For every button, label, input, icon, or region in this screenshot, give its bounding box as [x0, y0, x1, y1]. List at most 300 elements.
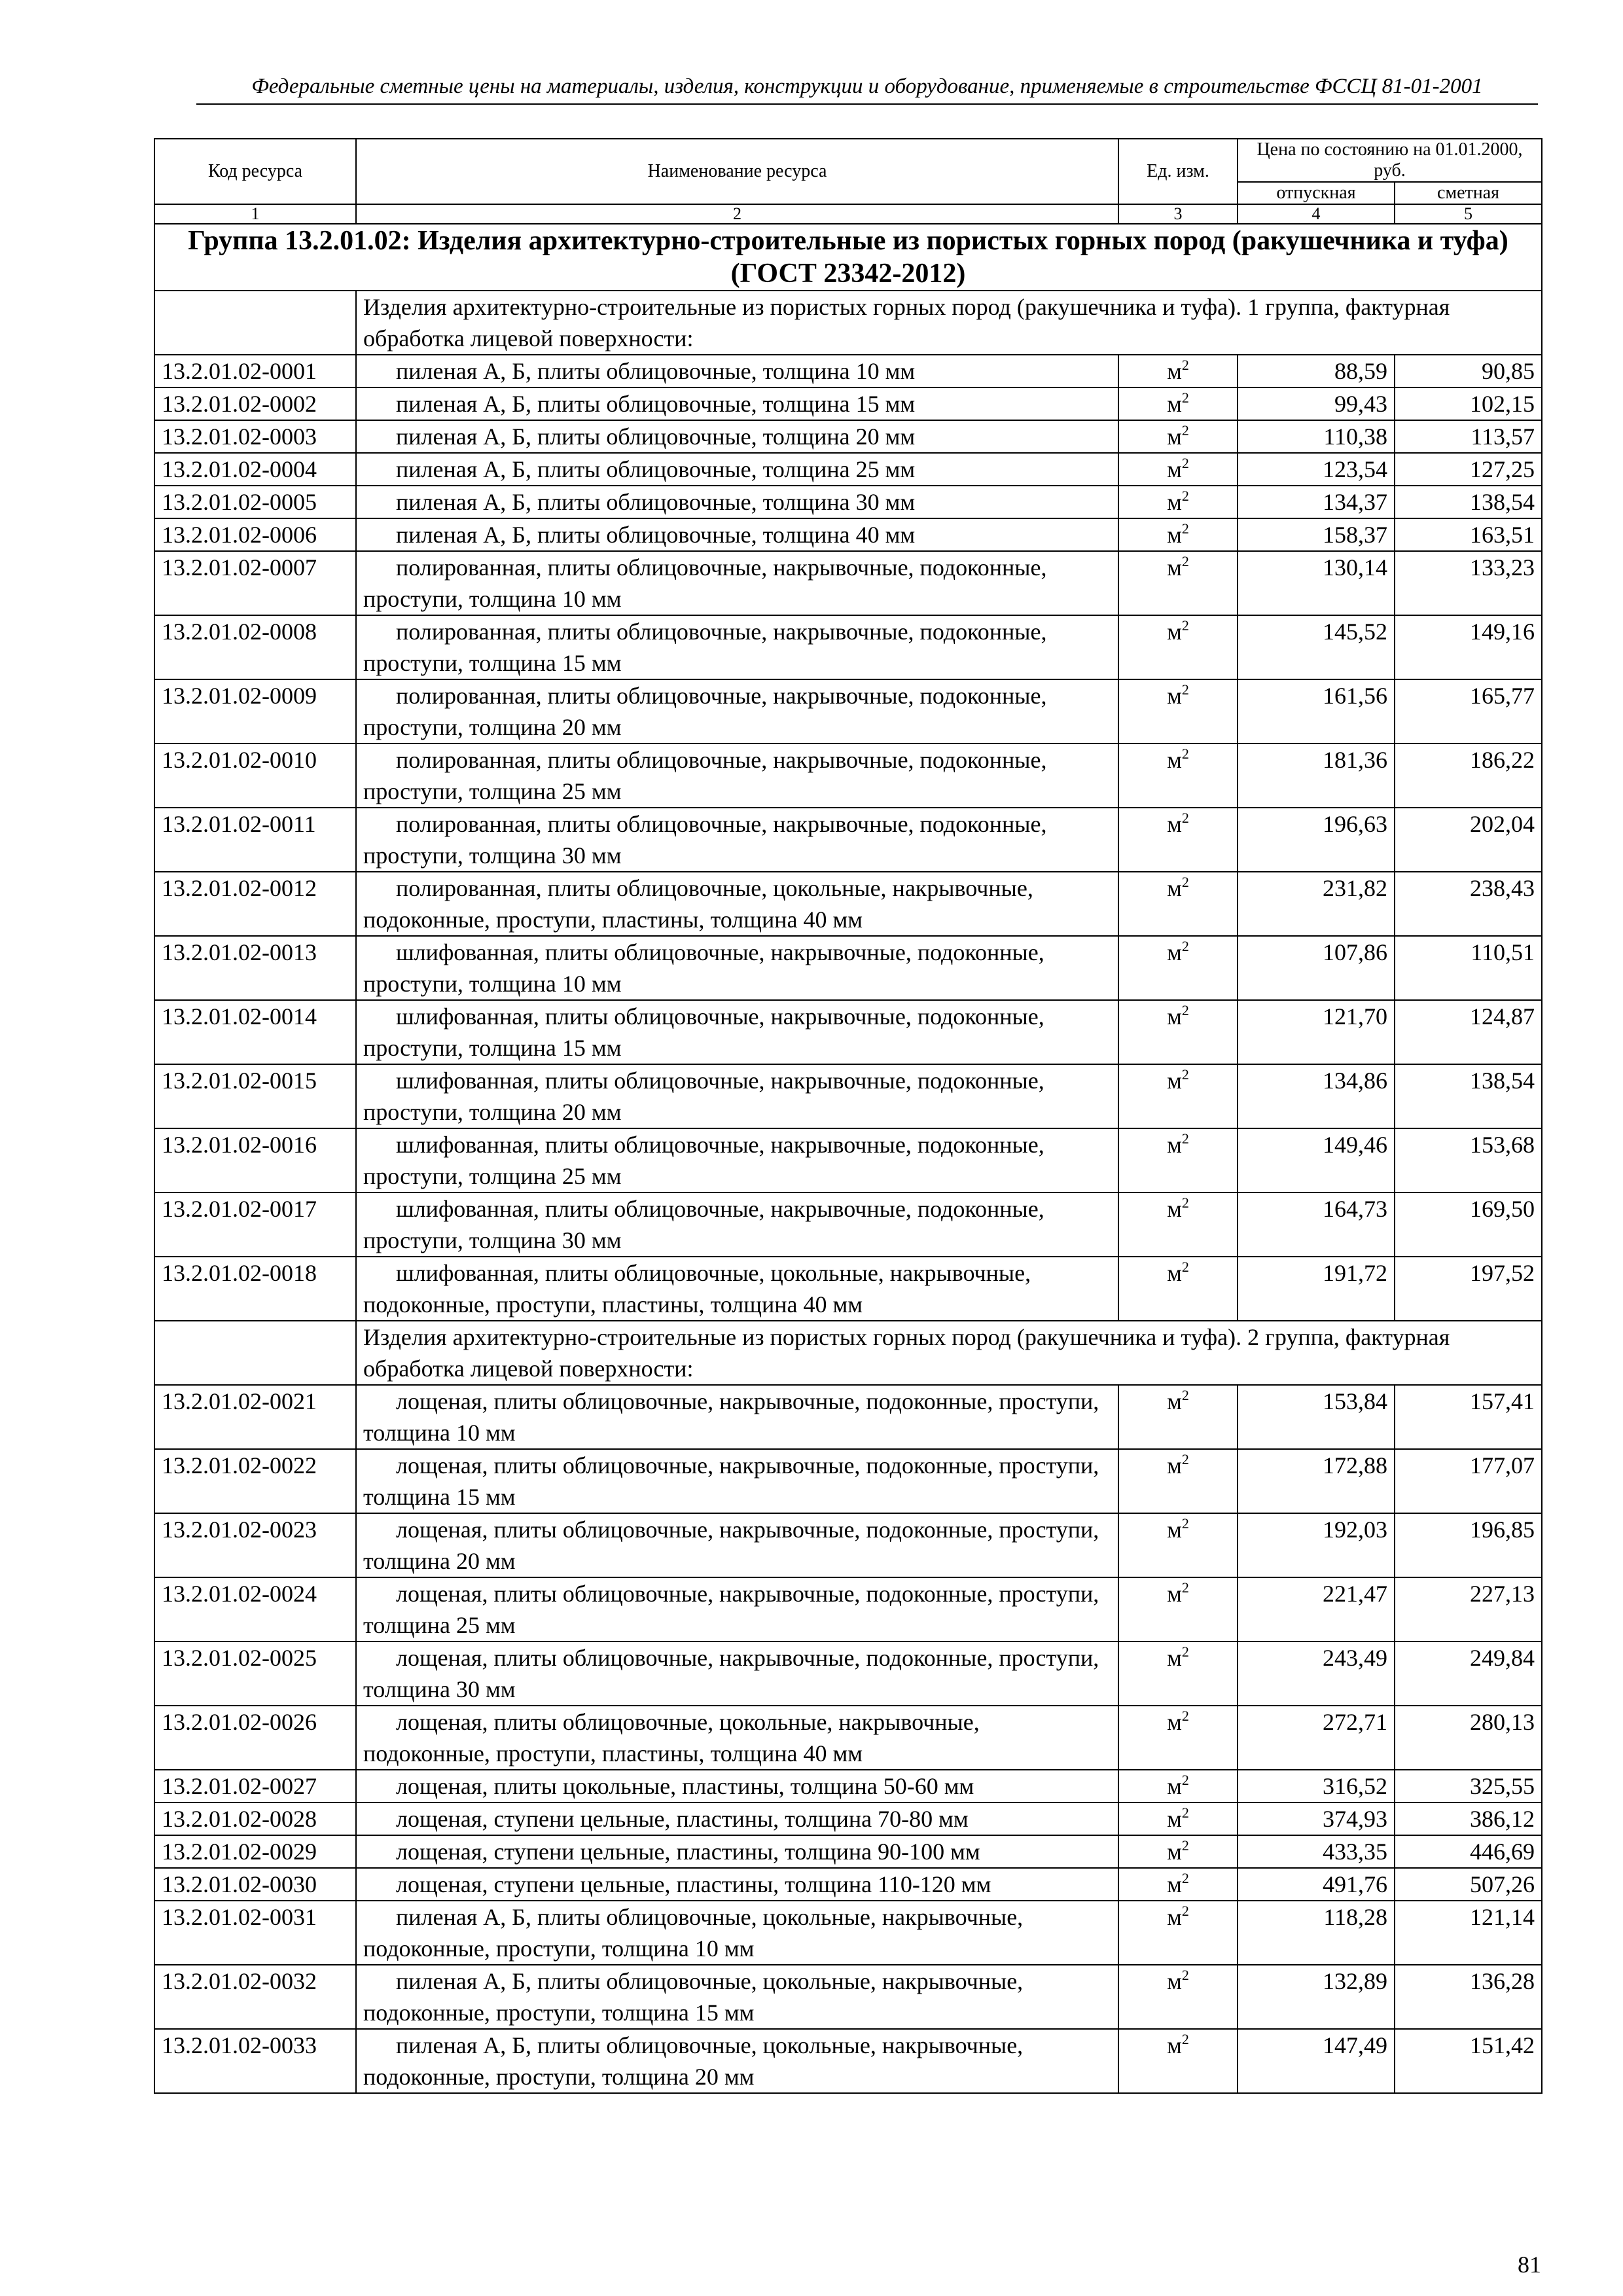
price-wholesale: 121,70 — [1238, 1000, 1395, 1064]
resource-code: 13.2.01.02-0009 — [154, 679, 356, 744]
header-estimate: сметная — [1395, 182, 1542, 204]
resource-name: лощеная, плиты облицовочные, накрывочные, подоконные, проступи, толщина 25 мм — [363, 1581, 1099, 1638]
resource-unit — [1118, 615, 1238, 679]
price-wholesale: 491,76 — [1238, 1868, 1395, 1901]
unit-exponent: 2 — [1181, 1002, 1189, 1018]
table-row — [154, 615, 1542, 679]
resource-name-cell — [356, 1193, 1118, 1257]
price-wholesale: 118,28 — [1238, 1901, 1395, 1965]
unit-base: м — [1167, 1871, 1182, 1897]
unit-exponent: 2 — [1181, 1837, 1189, 1854]
unit-exponent: 2 — [1181, 1259, 1189, 1275]
resource-unit — [1118, 744, 1238, 808]
unit-exponent: 2 — [1181, 1066, 1189, 1083]
resource-unit — [1118, 387, 1238, 420]
resource-name-cell — [356, 1257, 1118, 1321]
table-row — [154, 1193, 1542, 1257]
unit-exponent: 2 — [1181, 389, 1189, 406]
resource-code: 13.2.01.02-0033 — [154, 2029, 356, 2093]
unit-exponent: 2 — [1181, 1870, 1189, 1886]
resource-name-cell — [356, 420, 1118, 453]
price-wholesale: 88,59 — [1238, 355, 1395, 387]
resource-name: шлифованная, плиты облицовочные, накрывочные, подоконные, проступи, толщина 30 мм — [363, 1196, 1044, 1253]
unit-exponent: 2 — [1181, 455, 1189, 471]
resource-code: 13.2.01.02-0014 — [154, 1000, 356, 1064]
price-estimate: 121,14 — [1395, 1901, 1542, 1965]
subgroup-title: Изделия архитектурно-строительные из пористых горных пород (ракушечника и туфа). 2 группа, фактурная обработка лицевой поверхности: — [356, 1321, 1542, 1385]
resource-unit — [1118, 420, 1238, 453]
resource-name-cell — [356, 1128, 1118, 1193]
price-estimate: 386,12 — [1395, 1803, 1542, 1835]
header-rule — [196, 103, 1538, 105]
resource-code: 13.2.01.02-0032 — [154, 1965, 356, 2029]
unit-exponent: 2 — [1181, 617, 1189, 634]
subgroup-row — [154, 1321, 1542, 1385]
price-wholesale: 161,56 — [1238, 679, 1395, 744]
resource-unit — [1118, 1835, 1238, 1868]
table-row — [154, 420, 1542, 453]
unit-exponent: 2 — [1181, 520, 1189, 537]
table-row — [154, 1770, 1542, 1803]
price-wholesale: 145,52 — [1238, 615, 1395, 679]
unit-base: м — [1167, 1196, 1182, 1222]
resource-unit — [1118, 486, 1238, 518]
unit-exponent: 2 — [1181, 1194, 1189, 1211]
price-estimate: 110,51 — [1395, 936, 1542, 1000]
unit-exponent: 2 — [1181, 488, 1189, 504]
table-row — [154, 1868, 1542, 1901]
unit-base: м — [1167, 2032, 1182, 2058]
price-wholesale: 196,63 — [1238, 808, 1395, 872]
price-estimate: 196,85 — [1395, 1513, 1542, 1577]
resource-unit — [1118, 1000, 1238, 1064]
resource-name-cell — [356, 1577, 1118, 1641]
table-row — [154, 1257, 1542, 1321]
resource-name-cell — [356, 1770, 1118, 1803]
price-estimate: 90,85 — [1395, 355, 1542, 387]
unit-base: м — [1167, 522, 1182, 548]
resource-code: 13.2.01.02-0031 — [154, 1901, 356, 1965]
price-wholesale: 158,37 — [1238, 518, 1395, 551]
resource-name-cell — [356, 744, 1118, 808]
unit-base: м — [1167, 456, 1182, 482]
unit-base: м — [1167, 1968, 1182, 1994]
resource-name-cell — [356, 1385, 1118, 1449]
price-estimate: 127,25 — [1395, 453, 1542, 486]
resource-unit — [1118, 1641, 1238, 1706]
column-number: 4 — [1238, 204, 1395, 224]
price-estimate: 227,13 — [1395, 1577, 1542, 1641]
unit-base: м — [1167, 1839, 1182, 1865]
table-row — [154, 518, 1542, 551]
resource-code: 13.2.01.02-0006 — [154, 518, 356, 551]
resource-name-cell — [356, 1901, 1118, 1965]
unit-base: м — [1167, 1645, 1182, 1671]
resource-name-cell — [356, 1868, 1118, 1901]
table-row — [154, 679, 1542, 744]
unit-base: м — [1167, 1904, 1182, 1930]
unit-base: м — [1167, 1709, 1182, 1735]
table-row — [154, 744, 1542, 808]
resource-unit — [1118, 1706, 1238, 1770]
resource-code: 13.2.01.02-0016 — [154, 1128, 356, 1193]
unit-base: м — [1167, 1452, 1182, 1479]
resource-code: 13.2.01.02-0015 — [154, 1064, 356, 1128]
resource-code: 13.2.01.02-0003 — [154, 420, 356, 453]
resource-unit — [1118, 1901, 1238, 1965]
price-estimate: 138,54 — [1395, 1064, 1542, 1128]
resource-name: лощеная, плиты облицовочные, накрывочные, подоконные, проступи, толщина 20 мм — [363, 1516, 1099, 1574]
resource-unit — [1118, 1128, 1238, 1193]
resource-code: 13.2.01.02-0011 — [154, 808, 356, 872]
resource-name-cell — [356, 551, 1118, 615]
resource-name: лощеная, плиты облицовочные, накрывочные, подоконные, проступи, толщина 15 мм — [363, 1452, 1099, 1510]
resource-name: лощеная, плиты облицовочные, накрывочные, подоконные, проступи, толщина 10 мм — [363, 1388, 1099, 1446]
resource-name-cell — [356, 2029, 1118, 2093]
price-estimate: 133,23 — [1395, 551, 1542, 615]
table-row — [154, 872, 1542, 936]
table-row — [154, 2029, 1542, 2093]
unit-exponent: 2 — [1181, 1804, 1189, 1821]
table-header — [154, 139, 1542, 224]
unit-exponent: 2 — [1181, 874, 1189, 890]
price-estimate: 165,77 — [1395, 679, 1542, 744]
price-estimate: 138,54 — [1395, 486, 1542, 518]
resource-unit — [1118, 551, 1238, 615]
subgroup-row — [154, 291, 1542, 355]
unit-base: м — [1167, 1581, 1182, 1607]
price-estimate: 186,22 — [1395, 744, 1542, 808]
resource-code: 13.2.01.02-0018 — [154, 1257, 356, 1321]
resource-name: шлифованная, плиты облицовочные, накрывочные, подоконные, проступи, толщина 20 мм — [363, 1067, 1044, 1125]
table-row — [154, 1064, 1542, 1128]
price-estimate: 124,87 — [1395, 1000, 1542, 1064]
price-estimate: 238,43 — [1395, 872, 1542, 936]
column-number: 3 — [1118, 204, 1238, 224]
price-wholesale: 130,14 — [1238, 551, 1395, 615]
unit-exponent: 2 — [1181, 745, 1189, 762]
resource-unit — [1118, 1868, 1238, 1901]
price-estimate: 249,84 — [1395, 1641, 1542, 1706]
resource-name: пиленая А, Б, плиты облицовочные, толщина 10 мм — [396, 358, 916, 384]
table-row — [154, 1706, 1542, 1770]
resource-unit — [1118, 1385, 1238, 1449]
resource-name: полированная, плиты облицовочные, накрывочные, подоконные, проступи, толщина 30 мм — [363, 811, 1047, 869]
resource-name-cell — [356, 1706, 1118, 1770]
table-row — [154, 1641, 1542, 1706]
resource-name-cell — [356, 872, 1118, 936]
resource-unit — [1118, 1965, 1238, 2029]
resource-name: шлифованная, плиты облицовочные, накрывочные, подоконные, проступи, толщина 15 мм — [363, 1003, 1044, 1061]
table-row — [154, 355, 1542, 387]
resource-name: полированная, плиты облицовочные, накрывочные, подоконные, проступи, толщина 25 мм — [363, 747, 1047, 804]
resource-name: пиленая А, Б, плиты облицовочные, толщина 20 мм — [396, 423, 916, 450]
price-estimate: 136,28 — [1395, 1965, 1542, 2029]
resource-name-cell — [356, 518, 1118, 551]
price-wholesale: 316,52 — [1238, 1770, 1395, 1803]
unit-base: м — [1167, 1806, 1182, 1832]
header-code: Код ресурса — [154, 139, 356, 204]
resource-code: 13.2.01.02-0024 — [154, 1577, 356, 1641]
price-wholesale: 153,84 — [1238, 1385, 1395, 1449]
unit-exponent: 2 — [1181, 1387, 1189, 1403]
resource-unit — [1118, 872, 1238, 936]
table-row — [154, 1803, 1542, 1835]
table-row — [154, 1965, 1542, 2029]
resource-name-cell — [356, 387, 1118, 420]
header-unit: Ед. изм. — [1118, 139, 1238, 204]
resource-unit — [1118, 1064, 1238, 1128]
unit-exponent: 2 — [1181, 1643, 1189, 1660]
subgroup-title: Изделия архитектурно-строительные из пористых горных пород (ракушечника и туфа). 1 группа, фактурная обработка лицевой поверхности: — [356, 291, 1542, 355]
resource-code: 13.2.01.02-0021 — [154, 1385, 356, 1449]
unit-exponent: 2 — [1181, 938, 1189, 954]
unit-exponent: 2 — [1181, 1708, 1189, 1724]
resource-code: 13.2.01.02-0025 — [154, 1641, 356, 1706]
unit-exponent: 2 — [1181, 2031, 1189, 2047]
price-estimate: 169,50 — [1395, 1193, 1542, 1257]
resource-unit — [1118, 1577, 1238, 1641]
resource-code: 13.2.01.02-0023 — [154, 1513, 356, 1577]
resource-unit — [1118, 2029, 1238, 2093]
resource-name: лощеная, ступени цельные, пластины, толщина 70-80 мм — [396, 1806, 969, 1832]
resource-name-cell — [356, 936, 1118, 1000]
column-number: 1 — [154, 204, 356, 224]
resource-unit — [1118, 518, 1238, 551]
unit-base: м — [1167, 939, 1182, 965]
resource-name: полированная, плиты облицовочные, накрывочные, подоконные, проступи, толщина 20 мм — [363, 683, 1047, 740]
resource-name-cell — [356, 1803, 1118, 1835]
group-title: Группа 13.2.01.02: Изделия архитектурно-строительные из пористых горных пород (ракушечника и туфа) (ГОСТ 23342-2012) — [154, 224, 1542, 291]
unit-exponent: 2 — [1181, 422, 1189, 439]
header-wholesale: отпускная — [1238, 182, 1395, 204]
resource-code: 13.2.01.02-0013 — [154, 936, 356, 1000]
resource-code: 13.2.01.02-0029 — [154, 1835, 356, 1868]
table-row — [154, 387, 1542, 420]
resource-code: 13.2.01.02-0001 — [154, 355, 356, 387]
price-estimate: 197,52 — [1395, 1257, 1542, 1321]
unit-base: м — [1167, 619, 1182, 645]
price-wholesale: 123,54 — [1238, 453, 1395, 486]
price-wholesale: 433,35 — [1238, 1835, 1395, 1868]
unit-exponent: 2 — [1181, 810, 1189, 826]
table-row — [154, 936, 1542, 1000]
column-numbers-row — [154, 204, 1542, 224]
unit-exponent: 2 — [1181, 1903, 1189, 1919]
resource-unit — [1118, 1449, 1238, 1513]
unit-exponent: 2 — [1181, 1515, 1189, 1532]
resource-code: 13.2.01.02-0027 — [154, 1770, 356, 1803]
resource-unit — [1118, 1803, 1238, 1835]
header-name: Наименование ресурса — [356, 139, 1118, 204]
resource-name: полированная, плиты облицовочные, цокольные, накрывочные, подоконные, проступи, пластины, толщина 40 мм — [363, 875, 1033, 933]
price-wholesale: 374,93 — [1238, 1803, 1395, 1835]
table-row — [154, 1513, 1542, 1577]
resource-name-cell — [356, 808, 1118, 872]
resource-unit — [1118, 1513, 1238, 1577]
unit-base: м — [1167, 1773, 1182, 1799]
price-estimate: 446,69 — [1395, 1835, 1542, 1868]
resource-name: пиленая А, Б, плиты облицовочные, толщина 40 мм — [396, 522, 916, 548]
unit-base: м — [1167, 747, 1182, 773]
table-row — [154, 1128, 1542, 1193]
resource-name: лощеная, плиты облицовочные, накрывочные, подоконные, проступи, толщина 30 мм — [363, 1645, 1099, 1702]
resource-name: пиленая А, Б, плиты облицовочные, толщина 15 мм — [396, 391, 916, 417]
resource-code: 13.2.01.02-0002 — [154, 387, 356, 420]
unit-base: м — [1167, 1260, 1182, 1286]
price-estimate: 113,57 — [1395, 420, 1542, 453]
resource-name: пиленая А, Б, плиты облицовочные, толщина 25 мм — [396, 456, 916, 482]
unit-exponent: 2 — [1181, 1967, 1189, 1983]
unit-base: м — [1167, 683, 1182, 709]
price-estimate: 325,55 — [1395, 1770, 1542, 1803]
resource-code: 13.2.01.02-0010 — [154, 744, 356, 808]
table-row — [154, 486, 1542, 518]
resource-name-cell — [356, 679, 1118, 744]
resource-code: 13.2.01.02-0028 — [154, 1803, 356, 1835]
resource-code: 13.2.01.02-0012 — [154, 872, 356, 936]
price-wholesale: 110,38 — [1238, 420, 1395, 453]
resource-unit — [1118, 1193, 1238, 1257]
table-row — [154, 1901, 1542, 1965]
unit-base: м — [1167, 1388, 1182, 1414]
unit-exponent: 2 — [1181, 1579, 1189, 1596]
unit-base: м — [1167, 423, 1182, 450]
unit-base: м — [1167, 1132, 1182, 1158]
resource-unit — [1118, 1770, 1238, 1803]
resource-name: лощеная, плиты цокольные, пластины, толщина 50-60 мм — [396, 1773, 974, 1799]
resource-code: 13.2.01.02-0026 — [154, 1706, 356, 1770]
resource-code: 13.2.01.02-0022 — [154, 1449, 356, 1513]
price-estimate: 102,15 — [1395, 387, 1542, 420]
resource-table — [154, 138, 1543, 2094]
resource-name: шлифованная, плиты облицовочные, накрывочные, подоконные, проступи, толщина 10 мм — [363, 939, 1044, 997]
unit-base: м — [1167, 489, 1182, 515]
unit-base: м — [1167, 811, 1182, 837]
unit-base: м — [1167, 1003, 1182, 1030]
page-number: 81 — [1518, 2251, 1541, 2278]
price-wholesale: 221,47 — [1238, 1577, 1395, 1641]
price-wholesale: 192,03 — [1238, 1513, 1395, 1577]
resource-name-cell — [356, 486, 1118, 518]
resource-unit — [1118, 1257, 1238, 1321]
resource-name-cell — [356, 1641, 1118, 1706]
subgroup-code-cell — [154, 291, 356, 355]
resource-name: пиленая А, Б, плиты облицовочные, цокольные, накрывочные, подоконные, проступи, толщина 15 мм — [363, 1968, 1024, 2026]
column-number: 5 — [1395, 204, 1542, 224]
resource-code: 13.2.01.02-0004 — [154, 453, 356, 486]
resource-unit — [1118, 808, 1238, 872]
column-number: 2 — [356, 204, 1118, 224]
resource-code: 13.2.01.02-0008 — [154, 615, 356, 679]
price-estimate: 163,51 — [1395, 518, 1542, 551]
resource-name-cell — [356, 1513, 1118, 1577]
resource-name: шлифованная, плиты облицовочные, накрывочные, подоконные, проступи, толщина 25 мм — [363, 1132, 1044, 1189]
resource-name: шлифованная, плиты облицовочные, цокольные, накрывочные, подоконные, проступи, пластины, толщина 40 мм — [363, 1260, 1031, 1318]
price-estimate: 157,41 — [1395, 1385, 1542, 1449]
price-estimate: 177,07 — [1395, 1449, 1542, 1513]
unit-base: м — [1167, 554, 1182, 581]
unit-exponent: 2 — [1181, 681, 1189, 698]
resource-name: пиленая А, Б, плиты облицовочные, толщина 30 мм — [396, 489, 916, 515]
resource-name: пиленая А, Б, плиты облицовочные, цокольные, накрывочные, подоконные, проступи, толщина 20 мм — [363, 2032, 1024, 2090]
resource-name-cell — [356, 355, 1118, 387]
price-wholesale: 132,89 — [1238, 1965, 1395, 2029]
resource-name: пиленая А, Б, плиты облицовочные, цокольные, накрывочные, подоконные, проступи, толщина 10 мм — [363, 1904, 1024, 1962]
price-wholesale: 134,37 — [1238, 486, 1395, 518]
table-row — [154, 453, 1542, 486]
unit-base: м — [1167, 358, 1182, 384]
table-body — [154, 224, 1542, 2093]
resource-unit — [1118, 453, 1238, 486]
resource-name: лощеная, ступени цельные, пластины, толщина 110-120 мм — [396, 1871, 991, 1897]
price-wholesale: 191,72 — [1238, 1257, 1395, 1321]
price-wholesale: 272,71 — [1238, 1706, 1395, 1770]
price-wholesale: 243,49 — [1238, 1641, 1395, 1706]
price-wholesale: 181,36 — [1238, 744, 1395, 808]
price-estimate: 151,42 — [1395, 2029, 1542, 2093]
resource-name-cell — [356, 453, 1118, 486]
price-wholesale: 164,73 — [1238, 1193, 1395, 1257]
unit-base: м — [1167, 391, 1182, 417]
resource-code: 13.2.01.02-0017 — [154, 1193, 356, 1257]
resource-name-cell — [356, 1835, 1118, 1868]
resource-code: 13.2.01.02-0005 — [154, 486, 356, 518]
resource-name-cell — [356, 615, 1118, 679]
resource-name-cell — [356, 1064, 1118, 1128]
resource-name-cell — [356, 1449, 1118, 1513]
table-row — [154, 808, 1542, 872]
unit-base: м — [1167, 875, 1182, 901]
price-wholesale: 107,86 — [1238, 936, 1395, 1000]
price-estimate: 507,26 — [1395, 1868, 1542, 1901]
resource-name-cell — [356, 1000, 1118, 1064]
price-wholesale: 99,43 — [1238, 387, 1395, 420]
unit-exponent: 2 — [1181, 357, 1189, 373]
running-header: Федеральные сметные цены на материалы, изделия, конструкции и оборудование, применяемые в строительстве ФССЦ 81-01-2001 — [251, 75, 1483, 98]
resource-name: полированная, плиты облицовочные, накрывочные, подоконные, проступи, толщина 10 мм — [363, 554, 1047, 612]
table-row — [154, 551, 1542, 615]
price-estimate: 202,04 — [1395, 808, 1542, 872]
price-wholesale: 147,49 — [1238, 2029, 1395, 2093]
unit-base: м — [1167, 1067, 1182, 1094]
price-wholesale: 134,86 — [1238, 1064, 1395, 1128]
header-price: Цена по состоянию на 01.01.2000, руб. — [1238, 139, 1542, 182]
resource-name: лощеная, плиты облицовочные, цокольные, накрывочные, подоконные, проступи, пластины, толщина 40 мм — [363, 1709, 980, 1767]
unit-exponent: 2 — [1181, 1130, 1189, 1147]
table-row — [154, 1000, 1542, 1064]
table-row — [154, 1449, 1542, 1513]
group-row — [154, 224, 1542, 291]
unit-exponent: 2 — [1181, 1772, 1189, 1788]
table-row — [154, 1385, 1542, 1449]
resource-name: лощеная, ступени цельные, пластины, толщина 90-100 мм — [396, 1839, 980, 1865]
price-estimate: 153,68 — [1395, 1128, 1542, 1193]
resource-code: 13.2.01.02-0030 — [154, 1868, 356, 1901]
table-row — [154, 1577, 1542, 1641]
resource-code: 13.2.01.02-0007 — [154, 551, 356, 615]
resource-unit — [1118, 355, 1238, 387]
resource-name: полированная, плиты облицовочные, накрывочные, подоконные, проступи, толщина 15 мм — [363, 619, 1047, 676]
resource-name-cell — [356, 1965, 1118, 2029]
price-wholesale: 149,46 — [1238, 1128, 1395, 1193]
table-row — [154, 1835, 1542, 1868]
unit-exponent: 2 — [1181, 1451, 1189, 1467]
unit-exponent: 2 — [1181, 553, 1189, 569]
subgroup-code-cell — [154, 1321, 356, 1385]
resource-unit — [1118, 679, 1238, 744]
price-wholesale: 231,82 — [1238, 872, 1395, 936]
